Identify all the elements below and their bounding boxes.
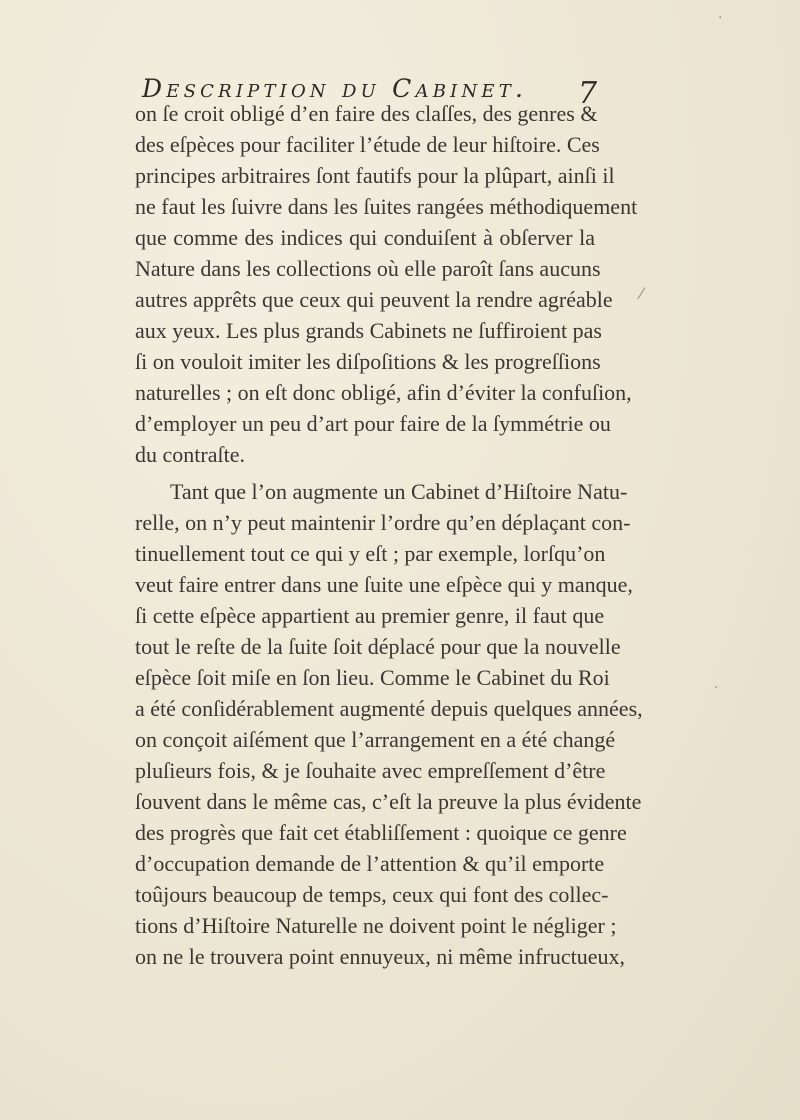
text-line: naturelles ; on eſt donc obligé, afin d’éviter la confuſion, — [135, 380, 632, 405]
paper-speck: ⁄ — [640, 284, 643, 303]
text-line: ſouvent dans le même cas, c’eſt la preuve la plus évidente — [135, 789, 642, 814]
paper-speck: · — [714, 680, 719, 696]
text-line: tout le reſte de la ſuite ſoit déplacé pour que la nouvelle — [135, 634, 621, 659]
text-line: tions d’Hiſtoire Naturelle ne doivent point le négliger ; — [135, 913, 617, 938]
text-line: tinuellement tout ce qui y eſt ; par exemple, lorſqu’on — [135, 541, 606, 566]
text-line: on ſe croit obligé d’en faire des claſſes, des genres & — [135, 101, 598, 126]
text-line: des eſpèces pour faciliter l’étude de leur hiſtoire. Ces — [135, 132, 600, 157]
text-line: Nature dans les collections où elle paroît ſans aucuns — [135, 256, 601, 281]
text-line: du contraſte. — [135, 442, 245, 467]
text-line: relle, on n’y peut maintenir l’ordre qu’en déplaçant con- — [135, 510, 631, 535]
text-line: on conçoit aiſément que l’arrangement en a été changé — [135, 727, 616, 752]
page-number: 7 — [578, 76, 598, 111]
text-line: a été conſidérablement augmenté depuis quelques années, — [135, 696, 643, 721]
text-line: des progrès que fait cet établiſſement : quoique ce genre — [135, 820, 627, 845]
text-line: ſi on vouloit imiter les diſpoſitions & les progreſſions — [135, 349, 601, 374]
text-line: pluſieurs fois, & je ſouhaite avec empreſſement d’être — [135, 758, 606, 783]
running-head: Description du Cabinet. — [142, 74, 528, 103]
text-line: ne faut les ſuivre dans les ſuites rangées méthodiquement — [135, 194, 638, 219]
text-line: autres apprêts que ceux qui peuvent la rendre agréable — [135, 287, 613, 312]
text-line: ſi cette eſpèce appartient au premier genre, il faut que — [135, 603, 605, 628]
text-line: on ne le trouvera point ennuyeux, ni même infructueux, — [135, 944, 625, 969]
text-line: que comme des indices qui conduiſent à obſerver la — [135, 225, 595, 250]
text-line: d’employer un peu d’art pour faire de la ſymmétrie ou — [135, 411, 611, 436]
text-line: veut faire entrer dans une ſuite une eſpèce qui y manque, — [135, 572, 633, 597]
text-line: eſpèce ſoit miſe en ſon lieu. Comme le Cabinet du Roi — [135, 665, 610, 690]
text-line: toûjours beaucoup de temps, ceux qui font des collec- — [135, 882, 609, 907]
text-line: Tant que l’on augmente un Cabinet d’Hiſtoire Natu- — [170, 479, 628, 504]
text-line: principes arbitraires ſont fautifs pour la plûpart, ainſi il — [135, 163, 615, 188]
paper-speck: · — [718, 10, 723, 26]
text-line: d’occupation demande de l’attention & qu’il emporte — [135, 851, 605, 876]
text-line: aux yeux. Les plus grands Cabinets ne ſuffiroient pas — [135, 318, 602, 343]
